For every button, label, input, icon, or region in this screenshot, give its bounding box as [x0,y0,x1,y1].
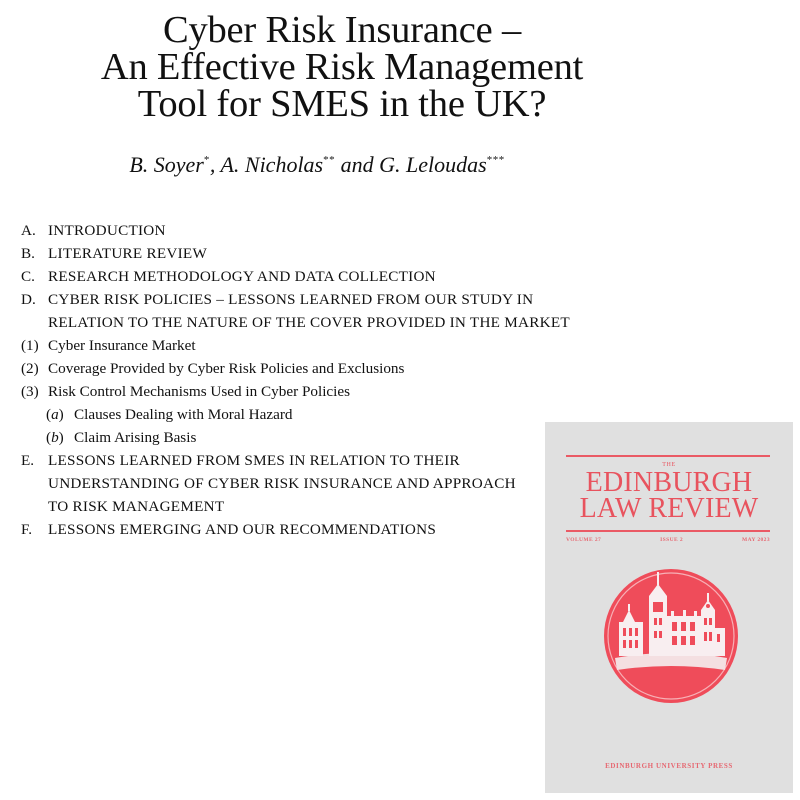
toc-item-text: Risk Control Mechanisms Used in Cyber Policies [48,383,351,400]
toc-item-text: RESEARCH METHODOLOGY AND DATA COLLECTION [48,268,436,285]
toc-item-lessons-from-smes[interactable] [21,449,611,518]
table-of-contents [21,219,611,541]
toc-item-label: E. [21,452,35,469]
cover-journal-name-line-2: LAW REVIEW [579,493,759,524]
toc-item-letter: a [51,406,59,423]
toc-item-literature-review[interactable] [21,242,611,265]
toc-item-text: INTRODUCTION [48,222,166,239]
cover-the: THE [662,462,676,468]
cover-top-rule [566,455,770,457]
building-seal-icon [601,566,741,706]
cover-issue-info [566,537,770,543]
toc-item-label: (a) [46,406,64,423]
article-title [0,9,684,125]
author-separator: , [209,152,221,177]
toc-item-label: F. [21,521,33,538]
cover-bottom-rule [566,530,770,532]
author-name: B. Soyer [129,152,204,177]
toc-item-risk-control-mechanisms[interactable] [21,380,611,403]
toc-item-label: A. [21,222,36,239]
cover-date: MAY 2023 [741,537,770,543]
toc-item-label: (2) [21,360,39,377]
journal-cover [545,422,793,793]
author-footnote-mark[interactable]: ** [323,154,336,166]
toc-item-label: (b) [46,429,64,446]
toc-item-claim-arising-basis[interactable] [21,426,611,449]
author-name: G. Leloudas [379,152,487,177]
toc-item-label: C. [21,268,35,285]
title-line-3: Tool for SMES in the UK? [137,83,547,125]
toc-item-cyber-risk-policies[interactable] [21,288,611,334]
toc-item-research-methodology[interactable] [21,265,611,288]
author-separator: and [335,152,380,177]
toc-item-text: LESSONS LEARNED FROM SMES IN RELATION TO THEIR UNDERSTANDING OF CYBER RISK INSURANCE AND APPROACH TO RISK MANAGEMENT [48,452,516,515]
cover-volume: VOLUME 27 [566,537,602,543]
toc-item-text: Clauses Dealing with Moral Hazard [74,406,293,423]
toc-item-text: Cyber Insurance Market [48,337,196,354]
toc-item-label: D. [21,291,36,308]
toc-item-moral-hazard-clauses[interactable] [21,403,611,426]
author-footnote-mark[interactable]: * [203,154,210,166]
title-line-1: Cyber Risk Insurance – [162,9,522,51]
toc-item-label: B. [21,245,35,262]
toc-item-letter: b [51,429,59,446]
toc-item-text: Claim Arising Basis [74,429,197,446]
toc-item-introduction[interactable] [21,219,611,242]
author-name: A. Nicholas [220,152,324,177]
author-footnote-mark[interactable]: *** [486,154,505,166]
toc-item-text: LESSONS EMERGING AND OUR RECOMMENDATIONS [48,521,437,538]
toc-item-cyber-insurance-market[interactable] [21,334,611,357]
toc-item-text: Coverage Provided by Cyber Risk Policies and Exclusions [48,360,405,377]
cover-publisher: EDINBURGH UNIVERSITY PRESS [605,762,733,770]
toc-item-coverage-and-exclusions[interactable] [21,357,611,380]
toc-item-label: (1) [21,337,39,354]
toc-item-recommendations[interactable] [21,518,611,541]
cover-issue: ISSUE 2 [660,537,683,543]
author-list [0,147,634,178]
cover-journal-name-line-1: EDINBURGH [585,467,753,498]
title-line-2: An Effective Risk Management [100,46,584,88]
toc-item-label: (3) [21,383,39,400]
toc-item-text: LITERATURE REVIEW [48,245,208,262]
toc-item-text: CYBER RISK POLICIES – LESSONS LEARNED FROM OUR STUDY IN RELATION TO THE NATURE OF THE COVER PROVIDED IN THE MARKET [48,291,570,331]
